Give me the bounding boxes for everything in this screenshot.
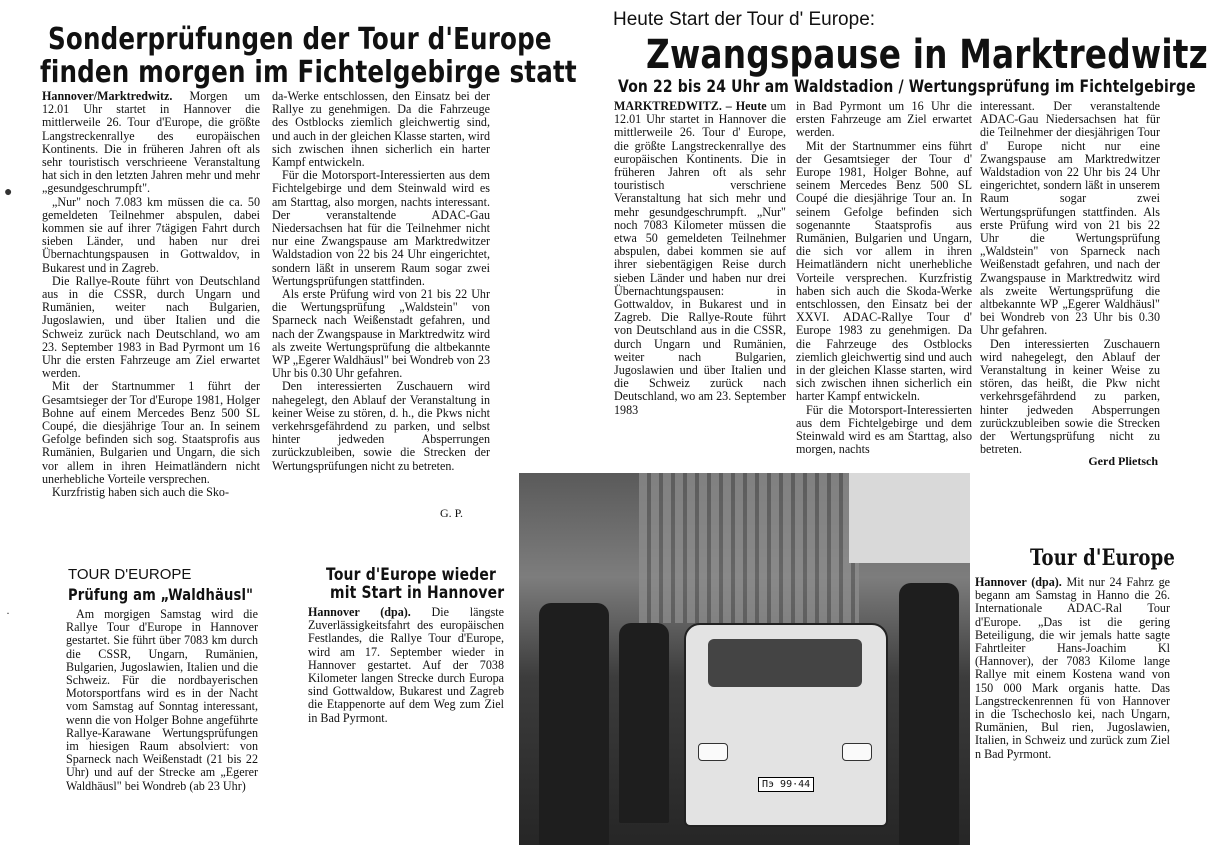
paragraph: in Bad Pyrmont um 16 Uhr die ersten Fahrzeuge am Ziel erwartet werden. xyxy=(796,99,972,140)
small3-body xyxy=(975,576,1170,761)
photo-license-plate: Пэ 99·44 xyxy=(758,777,814,792)
left-article-signature: G. P. xyxy=(440,506,464,520)
paragraph: Kurzfristig haben sich auch die Sko- xyxy=(52,485,229,500)
rally-photo xyxy=(519,473,970,845)
small2-headline-line-2: mit Start in Hannover xyxy=(330,583,505,603)
margin-mark-top: ● xyxy=(4,185,13,200)
paragraph: Mit der Startnummer 1 führt der Gesamtsieger der Tor d'Europe 1981, Holger Bohne auf einem Mercedes Benz 500 SL Coupé, die diesjährige Tour an. In seinem Gefolge befinden sich sog. Staatsprofis aus Rumänien, Bulgarien und Ungarn, die sich vor allem in ihren Heimatländern nicht unerhebliche Vorteile versprechen. xyxy=(42,379,260,486)
right-article-column-1 xyxy=(614,100,786,417)
paragraph: MARKTREDWITZ. – Heute um 12.01 Uhr startet in Hannover die mittlerweile 26. Tour d' Europe, die größte Langstreckenrallye des europäischen Kontinents. Die in früheren Jahren oft als sehr touristisch verschriene Veranstaltung hat sich mehr und mehr gesundgeschrumpft. „Nur" noch 7083 Kilometer müssen die etwa 50 gemeldeten Teilnehmer abspulen, dabei kommen sie auf ihrer siebentägigen Reise durch sieben Länder und haben nur drei Übernachtungspausen: in Gottwaldov, in Bukarest und in Zagreb. Die Rallye-Route führt von Deutschland aus in die CSSR, durch Ungarn und Rumänien, weiter nach Bulgarien, Jugoslawien und über Italien und die Schweiz zurück nach Deutschland, wo am 23. September 1983 xyxy=(614,99,786,417)
paragraph-lead: Hannover (dpa). xyxy=(975,575,1062,589)
paragraph: Für die Motorsport-Interessierten aus dem Fichtelgebirge und dem Steinwald wird es am Starttag, also morgen, nachts interessant. Der veranstaltende ADAC-Gau Niedersachsen hat für die Teilnehmer nicht nur eine Zwangspause am Marktredwitzer Waldstadion von 22 bis 24 Uhr eingerichtet, sondern läßt in unserem Raum sogar zwei Wertungsprüfungen stattfinden. xyxy=(272,168,490,288)
paragraph: Hannover (dpa). Die längste Zuverlässigkeitsfahrt des europäischen Festlandes, die Rallye Tour d'Europe, wird am 17. September wieder in Hannover gestartet. Auf der 7038 Kilometer langen Strecke durch Europa sind Gottwaldow, Bukarest und Zagreb die Etappenorte auf dem Weg zum Ziel in Bad Pyrmont. xyxy=(308,605,504,725)
small3-headline: Tour d'Europe xyxy=(1030,545,1176,571)
photo-person-left-2 xyxy=(619,623,669,823)
left-headline-line-2: finden morgen im Fichtelgebirge statt xyxy=(40,55,577,90)
small1-headline: Prüfung am „Waldhäusl" xyxy=(68,585,254,604)
right-article-column-2 xyxy=(796,100,972,456)
paragraph-lead: MARKTREDWITZ. – Heute xyxy=(614,99,767,113)
small2-headline-line-1: Tour d'Europe wieder xyxy=(326,565,497,585)
paragraph-lead: Hannover/Marktredwitz. xyxy=(42,89,173,103)
paragraph: Hannover (dpa). Mit nur 24 Fahrz ge begann am Samstag in Hanno die 26. Internationale ADAC-Ral Tour d'Europe. „Das ist die gering Beteiligung, die wir jemals hatte sagte Fahrtleiter Hans-Joachim Kl (Hannover), der 7083 Kilome lange Rallye mit einem Kostena wand von 150 000 Mark organis hatte. Das Langstreckenrennen fü von Hannover in die Tschechoslo kei, nach Ungarn, Rumänien, Bul rien, Jugoslawien, Italien, in Schweiz und zurück zum Ziel n Bad Pyrmont. xyxy=(975,575,1170,761)
right-article-signature: Gerd Plietsch xyxy=(1088,454,1158,468)
left-article-column-2 xyxy=(272,90,490,473)
paragraph: Als erste Prüfung wird von 21 bis 22 Uhr die Wertungsprüfung „Waldstein" von Sparneck nach Weißenstadt gefahren, und nach der Zwangspause in Marktredwitz wird als zweite Wertungsprüfung die altbekannte WP „Egerer Waldhäusl" bei Wondreb von 23 Uhr bis 0.30 Uhr gefahren. xyxy=(272,287,490,381)
left-headline-line-1: Sonderprüfungen der Tour d'Europe xyxy=(48,22,552,57)
small1-body xyxy=(66,608,258,793)
paragraph: Die Rallye-Route führt von Deutschland aus in die CSSR, durch Ungarn und Rumänien, weiter nach Bulgarien, Jugoslawien, und über Italien und die Schweiz zurück nach Deutschland, wo am 23. September 1983 in Bad Pyrmont um 16 Uhr die ersten Fahrzeuge am Ziel erwartet werden. xyxy=(42,273,260,381)
right-kicker: Heute Start der Tour d' Europe: xyxy=(613,9,876,30)
right-article-column-3 xyxy=(980,100,1160,456)
paragraph: interessant. Der veranstaltende ADAC-Gau Niedersachsen hat für die Teilnehmer der diesjährigen Tour d' Europe nicht nur eine Zwangspause am Marktredwitzer Waldstadion von 22 Uhr bis 24 Uhr eingerichtet, sondern läßt in unserem Raum sogar zwei Wertungsprüfungen stattfinden. Als erste Prüfung wird von 21 bis 22 Uhr die Wertungsprüfung „Waldstein" von Sparneck nach Weißenstadt gefahren, und nach der Zwangspause in Marktredwitz wird als zweite Wertungsprüfung die altbekannte WP „Egerer Waldhäusl" bei Wondreb von 23 Uhr bis 0.30 Uhr gefahren. xyxy=(980,99,1160,338)
photo-car-headlight-left xyxy=(698,743,728,761)
small1-kicker: TOUR D'EUROPE xyxy=(68,566,192,583)
right-headline: Zwangspause in Marktredwitz xyxy=(646,32,1208,78)
photo-person-right xyxy=(899,583,959,845)
paragraph: „Nur" noch 7.083 km müssen die ca. 50 gemeldeten Teilnehmer abspulen, dabei kommen sie auf ihrer 7tägigen Fahrt durch sieben Länder, und haben nur drei Übernachtungspausen in Gottwaldov, in Bukarest und in Zagreb. xyxy=(42,194,260,275)
left-article-column-1 xyxy=(42,90,260,499)
paragraph: Mit der Startnummer eins führt der Gesamtsieger der Tour d' Europe 1981, Holger Bohne, auf seinem Mercedes Benz 500 SL Coupé die diesjährige Tour an. In seinem Gefolge befinden sich sogenannte Staatsprofis aus Rumänien, Bulgarien und Ungarn, die sich vor allem in ihren Heimatländern nicht unerhebliche Vorteile versprechen. Kurzfristig haben sich auch die Skoda-Werke entschlossen, den Einsatz bei der XXVI. ADAC-Rallye Tour d' Europe 1983 zu genehmigen. Da die Fahrzeuge des Ostblocks ziemlich gleichwertig sind und auch in der gleichen Klasse starten, wird sich zwischen ihnen sicherlich ein harter Kampf entwickeln. xyxy=(796,138,972,404)
paragraph-lead: Hannover (dpa). xyxy=(308,605,411,619)
paragraph: Am morgigen Samstag wird die Rallye Tour d'Europe in Hannover gestartet. Sie führt über 7083 km durch die CSSR, Ungarn, Rumänien, Bulgarien, Jugoslawien, Italien und die Schweiz. Für die nordbayerischen Motorsportfans wird es in der Nacht vom Samstag auf Sonntag interessant, wenn die von Holger Bohne angeführte Rallye-Karawane Wertungsprüfungen im hiesigen Raum absolviert: von Sparneck nach Weißenstadt (21 bis 22 Uhr) und auf der Strecke am „Egerer Waldhäusl" bei Wondreb (ab 23 Uhr) xyxy=(66,607,258,793)
photo-building xyxy=(639,473,859,623)
paragraph: da-Werke entschlossen, den Einsatz bei der Rallye zu genehmigen. Da die Fahrzeuge des Ostblocks ziemlich gleichwertig sind, und auch in der gleichen Klasse starten, wird sich zwischen ihnen sicherlich ein harter Kampf entwickeln. xyxy=(272,89,490,170)
paragraph: Den interessierten Zuschauern wird nahegelegt, den Ablauf der Veranstaltung in keiner Weise zu stören, d. h., die Pkws nicht verkehrsgefährdend zu parken, und selbst hinter jedweden Absperrungen zurückzubleiben, sowie die Strecken der Wertungsprüfungen nicht zu betreten. xyxy=(272,379,490,473)
paragraph: Für die Motorsport-Interessierten aus dem Fichtelgebirge und dem Steinwald wird es am Starttag, also morgen, nachts xyxy=(796,402,972,457)
paragraph: Den interessierten Zuschauern wird nahegelegt, den Ablauf der Veranstaltung in keiner Weise zu stören, das heißt, die Pkw nicht verkehrsgefährdend zu parken, hinter jedweden Absperrungen zurückzubleiben sowie die Strecken der Wertungsprüfung nicht zu betreten. xyxy=(980,336,1160,457)
photo-car-headlight-right xyxy=(842,743,872,761)
small2-body xyxy=(308,606,504,725)
photo-person-left xyxy=(539,603,609,845)
paragraph: Hannover/Marktredwitz. Morgen um 12.01 Uhr startet in Hannover die mittlerweile 26. Tour d'Europe, die größte Langstreckenrallye des europäischen Kontinents. Die in früheren Jahren oft als sehr touristisch verschrieene Veranstaltung hat sich in den letzten Jahren mehr und mehr „gesundgeschrumpft". xyxy=(42,89,260,196)
margin-mark-bottom: · xyxy=(6,606,10,620)
right-subheadline: Von 22 bis 24 Uhr am Waldstadion / Wertungsprüfung im Fichtelgebirge xyxy=(618,77,1196,97)
photo-rally-car xyxy=(684,623,888,827)
photo-car-windshield xyxy=(708,639,862,687)
photo-sky xyxy=(849,473,970,563)
